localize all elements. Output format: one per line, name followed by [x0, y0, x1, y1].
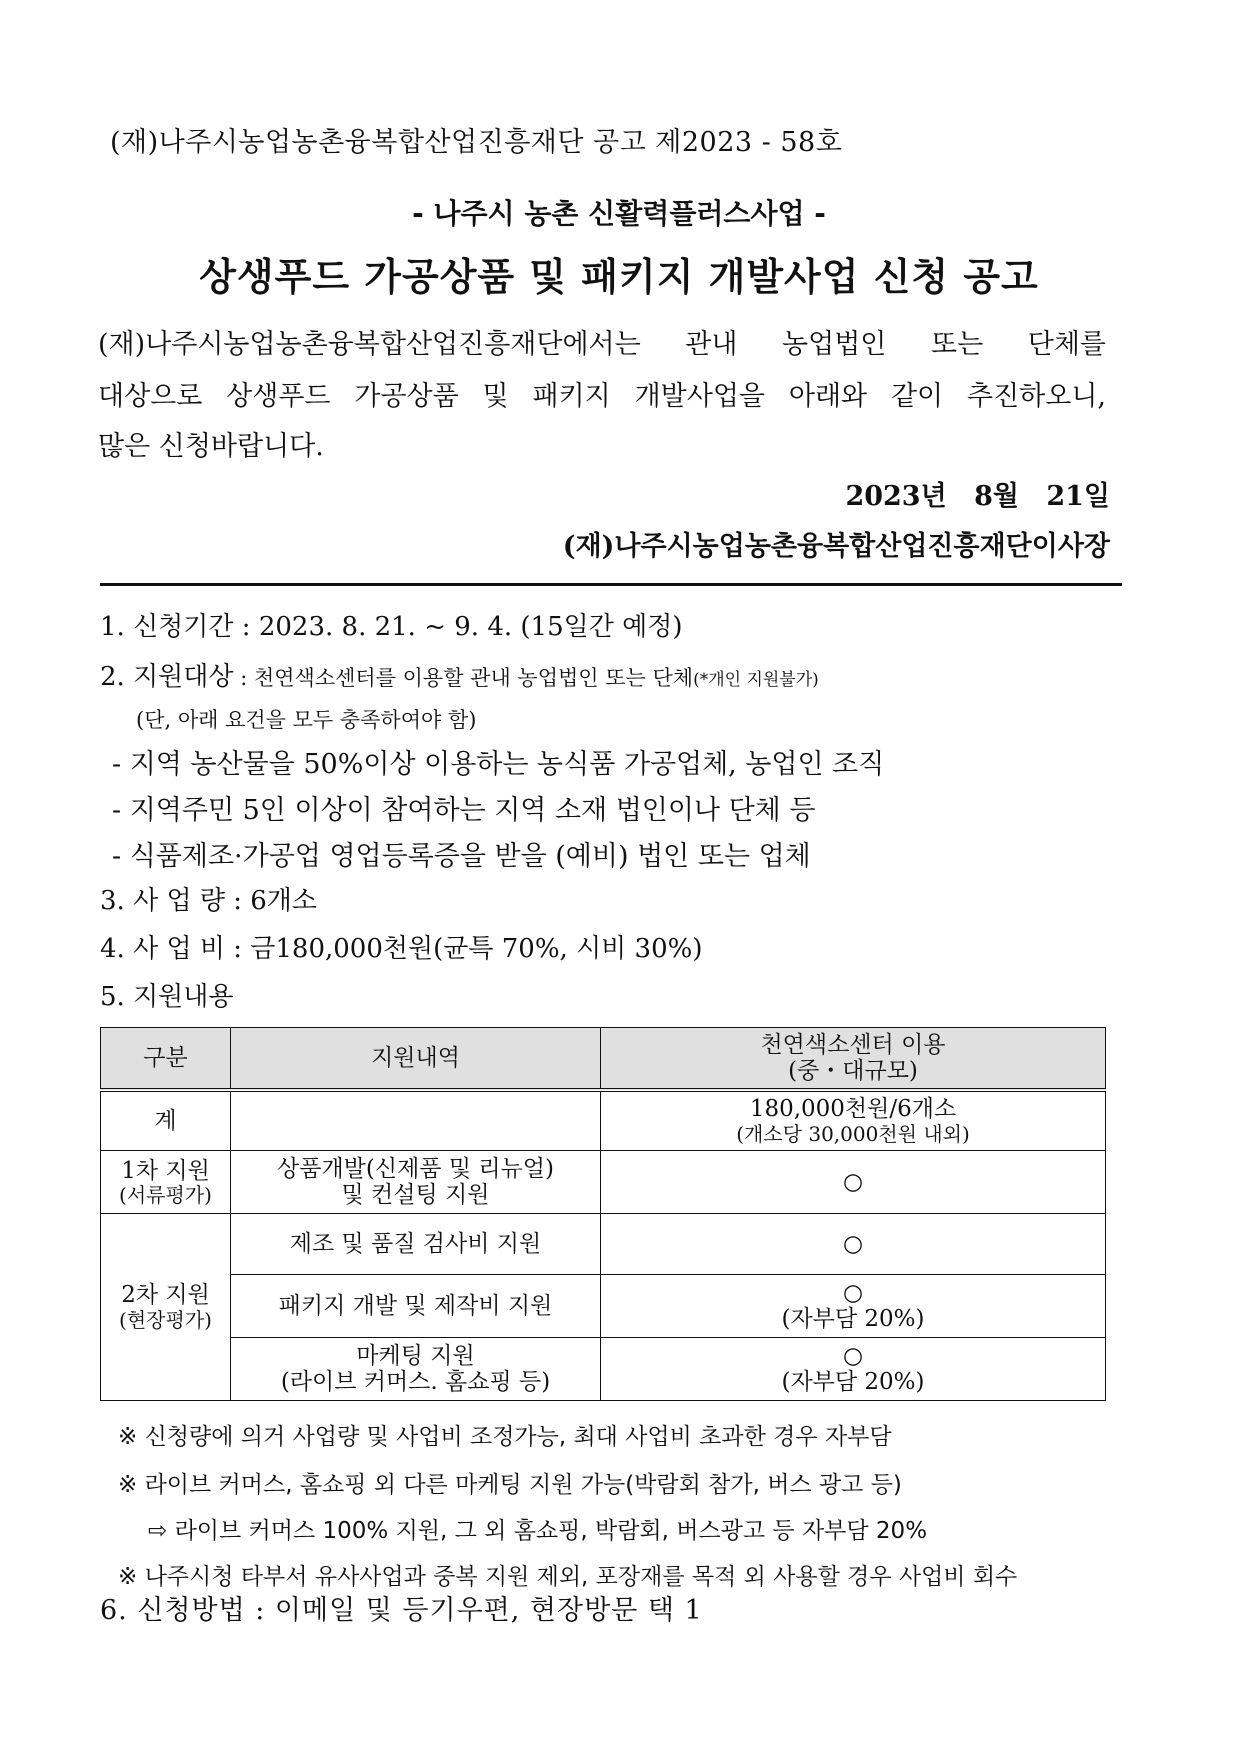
- first-support-mark: ○: [601, 1151, 1106, 1214]
- total-details: [231, 1090, 601, 1151]
- application-method: 6. 신청방법 : 이메일 및 등기우편, 현장방문 택 1: [100, 1595, 703, 1626]
- note-2: ※ 라이브 커머스, 홈쇼핑 외 다른 마케팅 지원 가능(박람회 참가, 버스 광고 등): [118, 1472, 902, 1498]
- quantity-label: 3. 사 업 량: [100, 886, 225, 916]
- first-support-details-line-1: 상품개발(신제품 및 리뉴얼): [277, 1155, 554, 1182]
- support-target-condition: (단, 아래 요건을 모두 충족하여야 함): [136, 708, 477, 732]
- support-table: [100, 1027, 1106, 1401]
- table-row-total: [101, 1090, 1106, 1151]
- quantity-value: : 6개소: [224, 886, 318, 916]
- first-support-label-line-2: (서류평가): [119, 1183, 212, 1208]
- item-support-target: [100, 656, 819, 693]
- second-support-row2-value: [601, 1275, 1106, 1338]
- support-target-note: (*개인 지원불가): [693, 670, 819, 690]
- second-support-label-line-1: 2차 지원: [121, 1282, 210, 1309]
- issuer-name: (재)나주시농업농촌융복합산업진흥재단이사장: [562, 531, 1110, 562]
- table-row-second-support-3: [101, 1338, 1106, 1401]
- table-row-second-support-1: [101, 1214, 1106, 1275]
- second-support-row3-note: (자부담 20%): [781, 1369, 925, 1396]
- support-target-text: : 천연색소센터를 이용할 관내 농업법인 또는 단체: [233, 666, 694, 690]
- program-subtitle: - 나주시 농촌 신활력플러스사업 -: [412, 197, 826, 230]
- header-category: 구분: [101, 1028, 231, 1091]
- header-center: [601, 1028, 1106, 1091]
- budget-value: : 금180,000천원(균특 70%, 시비 30%): [224, 934, 703, 964]
- note-1: ※ 신청량에 의거 사업량 및 사업비 조정가능, 최대 사업비 초과한 경우 자부담: [118, 1424, 892, 1450]
- second-support-row1-details: 제조 및 품질 검사비 지원: [231, 1214, 601, 1275]
- second-support-row3-details-line-1: 마케팅 지원: [356, 1342, 475, 1369]
- note-3: ⇨ 라이브 커머스 100% 지원, 그 외 홈쇼핑, 박람회, 버스광고 등 자부담 20%: [148, 1518, 928, 1544]
- total-value-line-2: (개소당 30,000천원 내외): [736, 1121, 970, 1146]
- first-support-label-line-1: 1차 지원: [121, 1157, 210, 1184]
- budget-label: 4. 사 업 비: [100, 934, 225, 964]
- total-value: [601, 1090, 1106, 1151]
- item-business-budget: [100, 928, 703, 965]
- announcement-date: 2023년 8월 21일: [845, 481, 1110, 512]
- total-value-line-1: 180,000천원/6개소: [749, 1096, 957, 1123]
- item-support-content: 5. 지원내용: [100, 982, 234, 1012]
- support-target-label: 2. 지원대상: [100, 662, 234, 692]
- second-support-row2-note: (자부담 20%): [781, 1306, 925, 1333]
- notice-number: (재)나주시농업농촌융복합산업진흥재단 공고 제2023 - 58호: [110, 127, 843, 158]
- item-application-period: 1. 신청기간 : 2023. 8. 21. ~ 9. 4. (15일간 예정): [100, 612, 683, 642]
- divider: [100, 583, 1122, 586]
- first-support-label: [101, 1151, 231, 1214]
- second-support-row3-value: [601, 1338, 1106, 1401]
- header-details: 지원내역: [231, 1028, 601, 1091]
- header-center-line-2: (중・대규모): [788, 1058, 918, 1084]
- intro-line-2: 대상으로 상생푸드 가공상품 및 패키지 개발사업을 아래와 같이 추진하오니,: [98, 381, 1106, 412]
- requirement-3: - 식품제조·가공업 영업등록증을 받을 (예비) 법인 또는 업체: [112, 841, 811, 872]
- item-business-quantity: [100, 880, 317, 917]
- table-header-row: [101, 1028, 1106, 1091]
- second-support-label-line-2: (현장평가): [119, 1307, 212, 1332]
- second-support-row3-details: [231, 1338, 601, 1401]
- second-support-row2-mark: ○: [842, 1279, 864, 1306]
- second-support-row3-details-line-2: (라이브 커머스. 홈쇼핑 등): [280, 1369, 551, 1396]
- header-center-line-1: 천연색소센터 이용: [760, 1031, 946, 1058]
- second-support-label: [101, 1214, 231, 1401]
- first-support-details-line-2: 및 컨설팅 지원: [341, 1182, 490, 1209]
- table-row-second-support-2: [101, 1275, 1106, 1338]
- second-support-row1-mark: ○: [601, 1214, 1106, 1275]
- table-row-first-support: [101, 1151, 1106, 1214]
- intro-line-1: (재)나주시농업농촌융복합산업진흥재단에서는 관내 농업법인 또는 단체를: [98, 329, 1106, 360]
- first-support-details: [231, 1151, 601, 1214]
- second-support-row3-mark: ○: [842, 1342, 864, 1369]
- total-label: 계: [101, 1090, 231, 1151]
- note-4: ※ 나주시청 타부서 유사사업과 중복 지원 제외, 포장재를 목적 외 사용할 경우 사업비 회수: [118, 1564, 1018, 1590]
- page-title: 상생푸드 가공상품 및 패키지 개발사업 신청 공고: [199, 255, 1039, 299]
- intro-line-3: 많은 신청바랍니다.: [98, 431, 324, 462]
- requirement-1: - 지역 농산물을 50%이상 이용하는 농식품 가공업체, 농업인 조직: [112, 749, 885, 780]
- requirement-2: - 지역주민 5인 이상이 참여하는 지역 소재 법인이나 단체 등: [112, 795, 816, 826]
- second-support-row2-details: 패키지 개발 및 제작비 지원: [231, 1275, 601, 1338]
